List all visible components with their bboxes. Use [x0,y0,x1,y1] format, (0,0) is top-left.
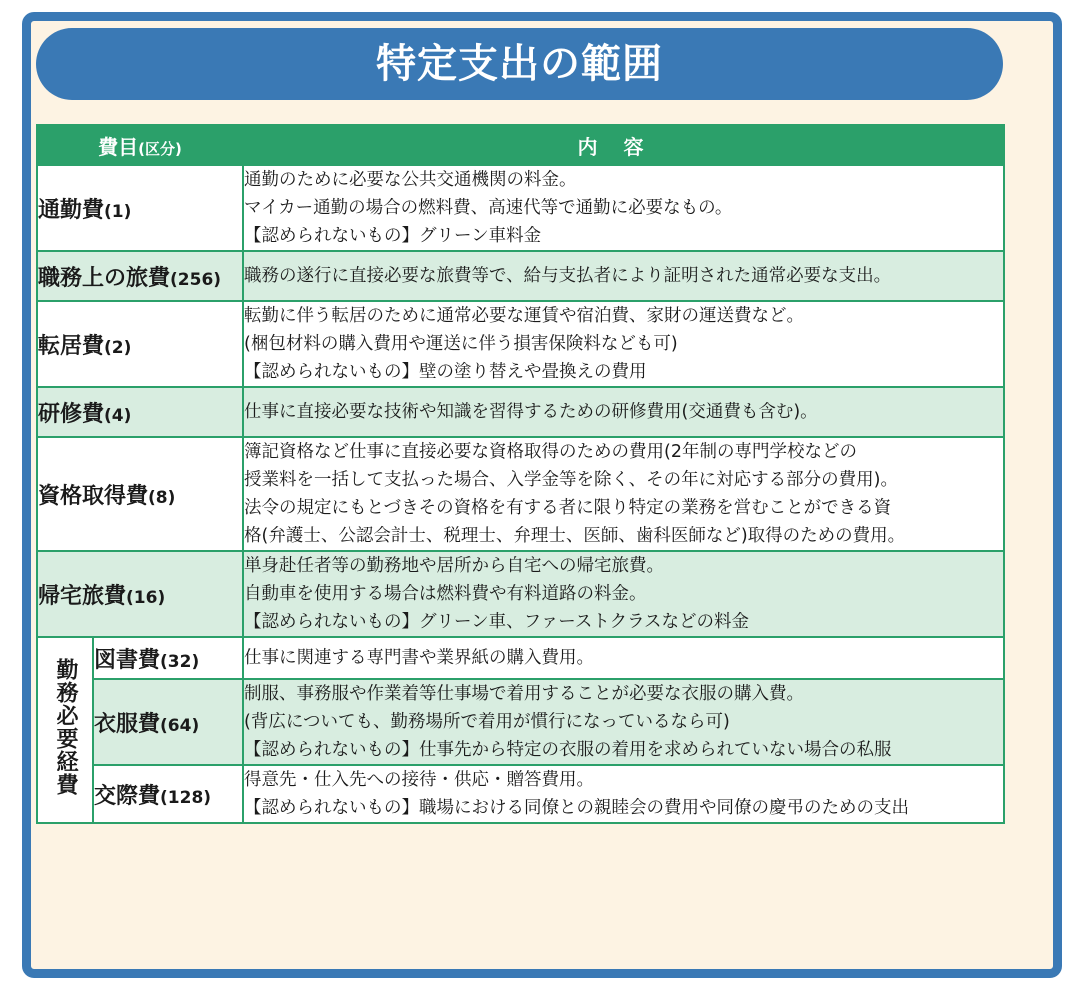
content-line: 自動車を使用する場合は燃料費や有料道路の料金。 [244,584,647,604]
item-name: 交際費 [94,783,161,809]
item-name-cell [37,301,243,387]
content-line: 仕事に関連する専門書や業界紙の購入費用。 [244,648,594,668]
item-count: (32) [160,651,200,672]
content-line: 単身赴任者等の勤務地や居所から自宅への帰宅旅費。 [244,556,664,576]
item-name: 研修費 [38,401,105,427]
content-line: 【認められないもの】職場における同僚との親睦会の費用や同僚の慶弔のための支出 [244,798,909,818]
expense-table [36,124,1005,824]
subitem-name-cell [93,765,243,823]
item-content [243,387,1004,437]
group-label: 勤務必要経費 [53,658,78,796]
group-label-cell [37,637,93,823]
item-count: (1) [104,201,132,222]
content-line: 職務の遂行に直接必要な旅費等で、給与支払者により証明された通常必要な支出。 [244,266,892,286]
content-line: 【認められないもの】グリーン車料金 [244,226,542,246]
item-name: 職務上の旅費 [38,265,171,291]
subitem-name-cell [93,679,243,765]
table-header-row [37,125,1004,165]
item-count: (4) [104,405,132,426]
item-count: (64) [160,715,200,736]
table-row-entertainment [37,765,1004,823]
content-line: (背広についても、勤務場所で着用が慣行になっているなら可) [244,712,730,732]
header-item-sub: (区分) [138,139,182,158]
table-row-commuting [37,165,1004,251]
item-content [243,637,1004,679]
table-row-relocation [37,301,1004,387]
content-line: 得意先・仕入先への接待・供応・贈答費用。 [244,770,594,790]
content-line: 【認められないもの】壁の塗り替えや畳換えの費用 [244,362,647,382]
item-name: 転居費 [38,333,105,359]
content-line: 【認められないもの】グリーン車、ファーストクラスなどの料金 [244,612,750,632]
table-row-books [37,637,1004,679]
table-row-business-travel [37,251,1004,301]
item-name: 衣服費 [94,711,161,737]
content-line: 授業料を一括して支払った場合、入学金等を除く、その年に対応する部分の費用)。 [244,470,898,490]
content-line: 簿記資格など仕事に直接必要な資格取得のための費用(2年制の専門学校などの [244,442,857,462]
item-content [243,251,1004,301]
item-count: (2) [104,337,132,358]
item-name: 資格取得費 [38,483,149,509]
table-row-clothing [37,679,1004,765]
header-content: 内容 [243,125,1004,165]
item-count: (128) [160,787,212,808]
subitem-name-cell [93,637,243,679]
table-row-qualification [37,437,1004,551]
content-line: 仕事に直接必要な技術や知識を習得するための研修費用(交通費も含む)。 [244,402,818,422]
header-item-label: 費目 [98,134,139,159]
item-name: 通勤費 [38,197,105,223]
content-line: 制服、事務服や作業着等仕事場で着用することが必要な衣服の購入費。 [244,684,804,704]
content-line: 【認められないもの】仕事先から特定の衣服の着用を求められていない場合の私服 [244,740,892,760]
content-line: 通勤のために必要な公共交通機関の料金。 [244,170,577,190]
table-row-training [37,387,1004,437]
item-content [243,437,1004,551]
content-line: 格(弁護士、公認会計士、税理士、弁理士、医師、歯科医師など)取得のための費用。 [244,526,906,546]
item-count: (16) [126,587,166,608]
table-row-home-travel [37,551,1004,637]
content-line: 法令の規定にもとづきその資格を有する者に限り特定の業務を営むことができる資 [244,498,892,518]
item-content [243,679,1004,765]
content-line: 転勤に伴う転居のために通常必要な運賃や宿泊費、家財の運送費など。 [244,306,804,326]
item-content [243,301,1004,387]
page-title: 特定支出の範囲 [36,28,1003,100]
item-name-cell [37,165,243,251]
item-name-cell [37,437,243,551]
item-content [243,165,1004,251]
content-line: (梱包材料の購入費用や運送に伴う損害保険料なども可) [244,334,678,354]
item-content [243,551,1004,637]
item-name-cell [37,551,243,637]
item-name-cell [37,251,243,301]
item-content [243,765,1004,823]
item-name-cell [37,387,243,437]
content-line: マイカー通勤の場合の燃料費、高速代等で通勤に必要なもの。 [244,198,733,218]
item-count: (256) [170,269,222,290]
item-count: (8) [148,487,176,508]
item-name: 帰宅旅費 [38,583,127,609]
item-name: 図書費 [94,647,161,673]
header-item [37,125,243,165]
